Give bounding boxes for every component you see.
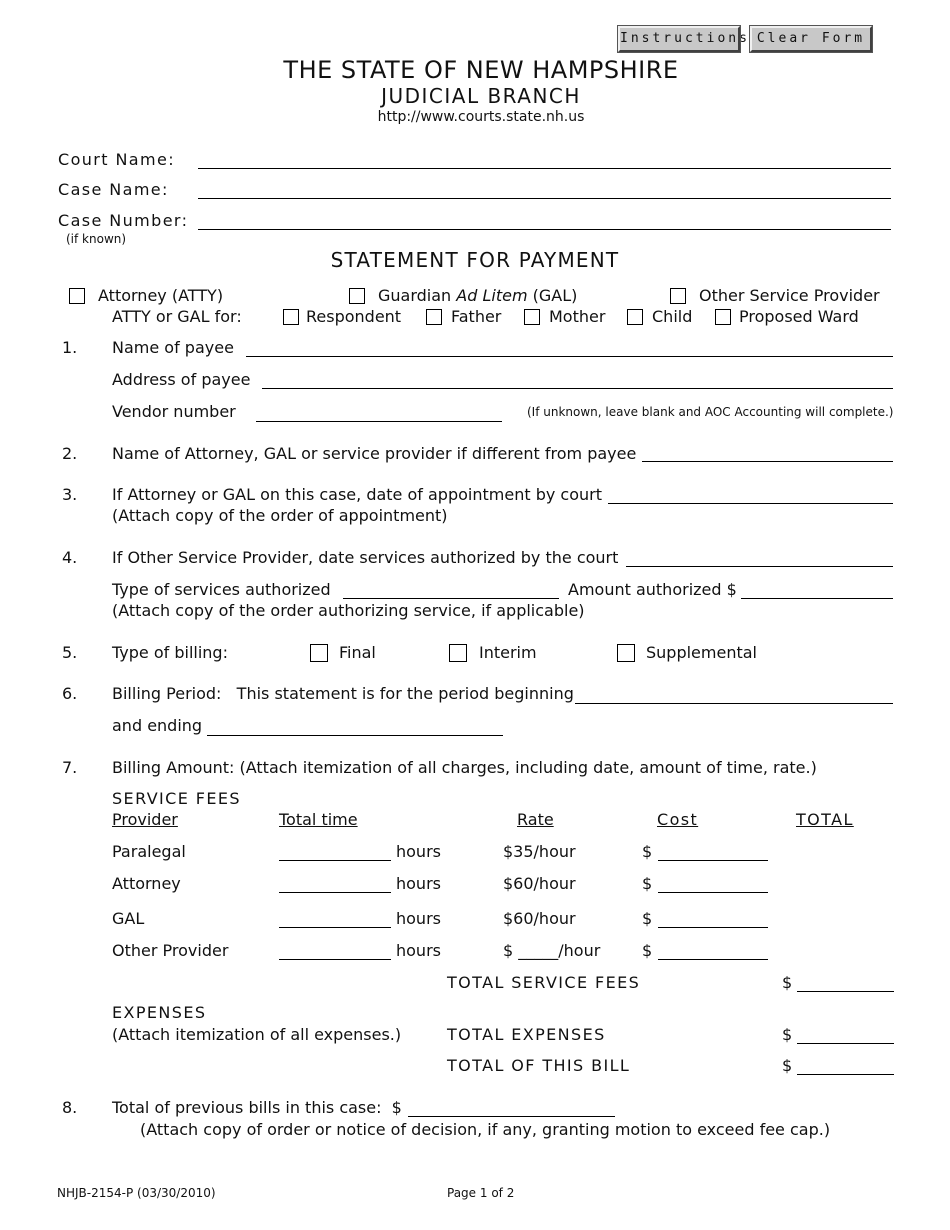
total-service-fees-label: TOTAL SERVICE FEES xyxy=(447,973,641,992)
payee-address-field[interactable] xyxy=(262,388,893,389)
fee-row-provider: Attorney xyxy=(112,874,181,893)
q8-number: 8. xyxy=(62,1098,78,1117)
mother-label: Mother xyxy=(549,307,606,326)
branch-title: JUDICIAL BRANCH xyxy=(381,84,581,108)
services-type-label: Type of services authorized xyxy=(112,580,331,599)
father-label: Father xyxy=(451,307,502,326)
court-name-label: Court Name: xyxy=(58,150,176,169)
form-id: NHJB-2154-P (03/30/2010) xyxy=(57,1186,216,1200)
supplemental-checkbox[interactable] xyxy=(617,644,635,662)
fee-row-dollar: $ xyxy=(642,842,653,861)
form-title: STATEMENT FOR PAYMENT xyxy=(330,248,620,272)
billing-period-label: Billing Period: This statement is for the period beginning xyxy=(112,684,574,703)
respondent-label: Respondent xyxy=(306,307,402,326)
proposed-ward-checkbox[interactable] xyxy=(715,309,731,325)
other-provider-label: Other Service Provider xyxy=(699,286,880,305)
q2-label: Name of Attorney, GAL or service provider if different from payee xyxy=(112,444,637,463)
vendor-note: (If unknown, leave blank and AOC Accounting will complete.) xyxy=(527,405,894,419)
q7-number: 7. xyxy=(62,758,78,777)
fee-row-dollar: $ xyxy=(642,874,653,893)
total-bill-field[interactable] xyxy=(797,1074,894,1075)
court-name-field[interactable] xyxy=(198,168,891,169)
interim-label: Interim xyxy=(479,643,537,662)
previous-bills-label: Total of previous bills in this case: $ xyxy=(112,1098,402,1117)
child-checkbox[interactable] xyxy=(627,309,643,325)
gal-label: Guardian Ad Litem (GAL) xyxy=(378,286,578,305)
q4-note: (Attach copy of the order authorizing service, if applicable) xyxy=(112,601,585,620)
total-expenses-field[interactable] xyxy=(797,1043,894,1044)
if-known-note: (if known) xyxy=(66,232,127,246)
court-url: http://www.courts.state.nh.us xyxy=(377,109,585,125)
instructions-button[interactable]: Instructions xyxy=(618,26,740,52)
rate-header: Rate xyxy=(517,810,554,829)
q8-note: (Attach copy of order or notice of decision, if any, granting motion to exceed fee cap.) xyxy=(140,1120,831,1139)
respondent-checkbox[interactable] xyxy=(283,309,299,325)
period-end-field[interactable] xyxy=(207,735,503,736)
paralegal-cost-field[interactable] xyxy=(658,860,768,861)
case-name-field[interactable] xyxy=(198,198,891,199)
fee-row-dollar: $ xyxy=(642,909,653,928)
q3-note: (Attach copy of the order of appointment) xyxy=(112,506,448,525)
supplemental-label: Supplemental xyxy=(646,643,757,662)
total-bill-dollar: $ xyxy=(782,1056,793,1075)
q2-field[interactable] xyxy=(642,461,893,462)
other-provider-hours-field[interactable] xyxy=(279,959,391,960)
billing-amount-label: Billing Amount: (Attach itemization of all charges, including date, amount of time, rate.) xyxy=(112,758,817,777)
fee-row-unit: hours xyxy=(396,909,441,928)
father-checkbox[interactable] xyxy=(426,309,442,325)
total-bill-label: TOTAL OF THIS BILL xyxy=(447,1056,631,1075)
authorized-date-field[interactable] xyxy=(626,566,893,567)
total-service-fees-field[interactable] xyxy=(797,991,894,992)
mother-checkbox[interactable] xyxy=(524,309,540,325)
total-service-fees-dollar: $ xyxy=(782,973,793,992)
fee-row-provider: Other Provider xyxy=(112,941,229,960)
final-checkbox[interactable] xyxy=(310,644,328,662)
fee-row-rate: $60/hour xyxy=(503,874,576,893)
service-fees-heading: SERVICE FEES xyxy=(112,789,241,808)
payee-address-label: Address of payee xyxy=(112,370,251,389)
proposed-ward-label: Proposed Ward xyxy=(739,307,859,326)
amount-authorized-field[interactable] xyxy=(741,598,893,599)
period-end-label: and ending xyxy=(112,716,203,735)
total-expenses-label: TOTAL EXPENSES xyxy=(447,1025,606,1044)
final-label: Final xyxy=(339,643,376,662)
q4-label: If Other Service Provider, date services authorized by the court xyxy=(112,548,619,567)
cost-header: Cost xyxy=(657,810,699,829)
fee-row-provider: Paralegal xyxy=(112,842,186,861)
q6-number: 6. xyxy=(62,684,78,703)
case-name-label: Case Name: xyxy=(58,180,169,199)
fee-row-provider: GAL xyxy=(112,909,145,928)
expenses-heading: EXPENSES xyxy=(112,1003,207,1022)
payee-name-label: Name of payee xyxy=(112,338,234,357)
appointment-date-field[interactable] xyxy=(608,503,893,504)
other-provider-checkbox[interactable] xyxy=(670,288,686,304)
gal-checkbox[interactable] xyxy=(349,288,365,304)
q2-number: 2. xyxy=(62,444,78,463)
other-provider-cost-field[interactable] xyxy=(658,959,768,960)
previous-bills-field[interactable] xyxy=(408,1116,615,1117)
gal-cost-field[interactable] xyxy=(658,927,768,928)
q3-label: If Attorney or GAL on this case, date of appointment by court xyxy=(112,485,602,504)
total-header: TOTAL xyxy=(796,810,854,829)
for-party-label: ATTY or GAL for: xyxy=(112,307,242,326)
state-title: THE STATE OF NEW HAMPSHIRE xyxy=(283,56,679,84)
payee-name-field[interactable] xyxy=(246,356,893,357)
total-time-header: Total time xyxy=(279,810,358,829)
expenses-note: (Attach itemization of all expenses.) xyxy=(112,1025,402,1044)
vendor-number-field[interactable] xyxy=(256,421,502,422)
q3-number: 3. xyxy=(62,485,78,504)
amount-authorized-label: Amount authorized $ xyxy=(568,580,737,599)
billing-type-label: Type of billing: xyxy=(112,643,228,662)
q5-number: 5. xyxy=(62,643,78,662)
fee-row-rate: $ _____/hour xyxy=(503,941,601,960)
gal-hours-field[interactable] xyxy=(279,927,391,928)
vendor-number-label: Vendor number xyxy=(112,402,236,421)
paralegal-hours-field[interactable] xyxy=(279,860,391,861)
fee-row-unit: hours xyxy=(396,874,441,893)
attorney-label: Attorney (ATTY) xyxy=(98,286,224,305)
attorney-cost-field[interactable] xyxy=(658,892,768,893)
interim-checkbox[interactable] xyxy=(449,644,467,662)
fee-row-rate: $35/hour xyxy=(503,842,576,861)
attorney-hours-field[interactable] xyxy=(279,892,391,893)
provider-header: Provider xyxy=(112,810,178,829)
period-begin-field[interactable] xyxy=(575,703,893,704)
case-number-label: Case Number: xyxy=(58,211,189,230)
case-number-field[interactable] xyxy=(198,229,891,230)
attorney-checkbox[interactable] xyxy=(69,288,85,304)
fee-row-rate: $60/hour xyxy=(503,909,576,928)
clear-form-button[interactable]: Clear Form xyxy=(750,26,872,52)
fee-row-dollar: $ xyxy=(642,941,653,960)
child-label: Child xyxy=(652,307,693,326)
total-expenses-dollar: $ xyxy=(782,1025,793,1044)
fee-row-unit: hours xyxy=(396,941,441,960)
q4-number: 4. xyxy=(62,548,78,567)
fee-row-unit: hours xyxy=(396,842,441,861)
q1-number: 1. xyxy=(62,338,78,357)
page-number: Page 1 of 2 xyxy=(447,1186,515,1200)
services-type-field[interactable] xyxy=(343,598,559,599)
